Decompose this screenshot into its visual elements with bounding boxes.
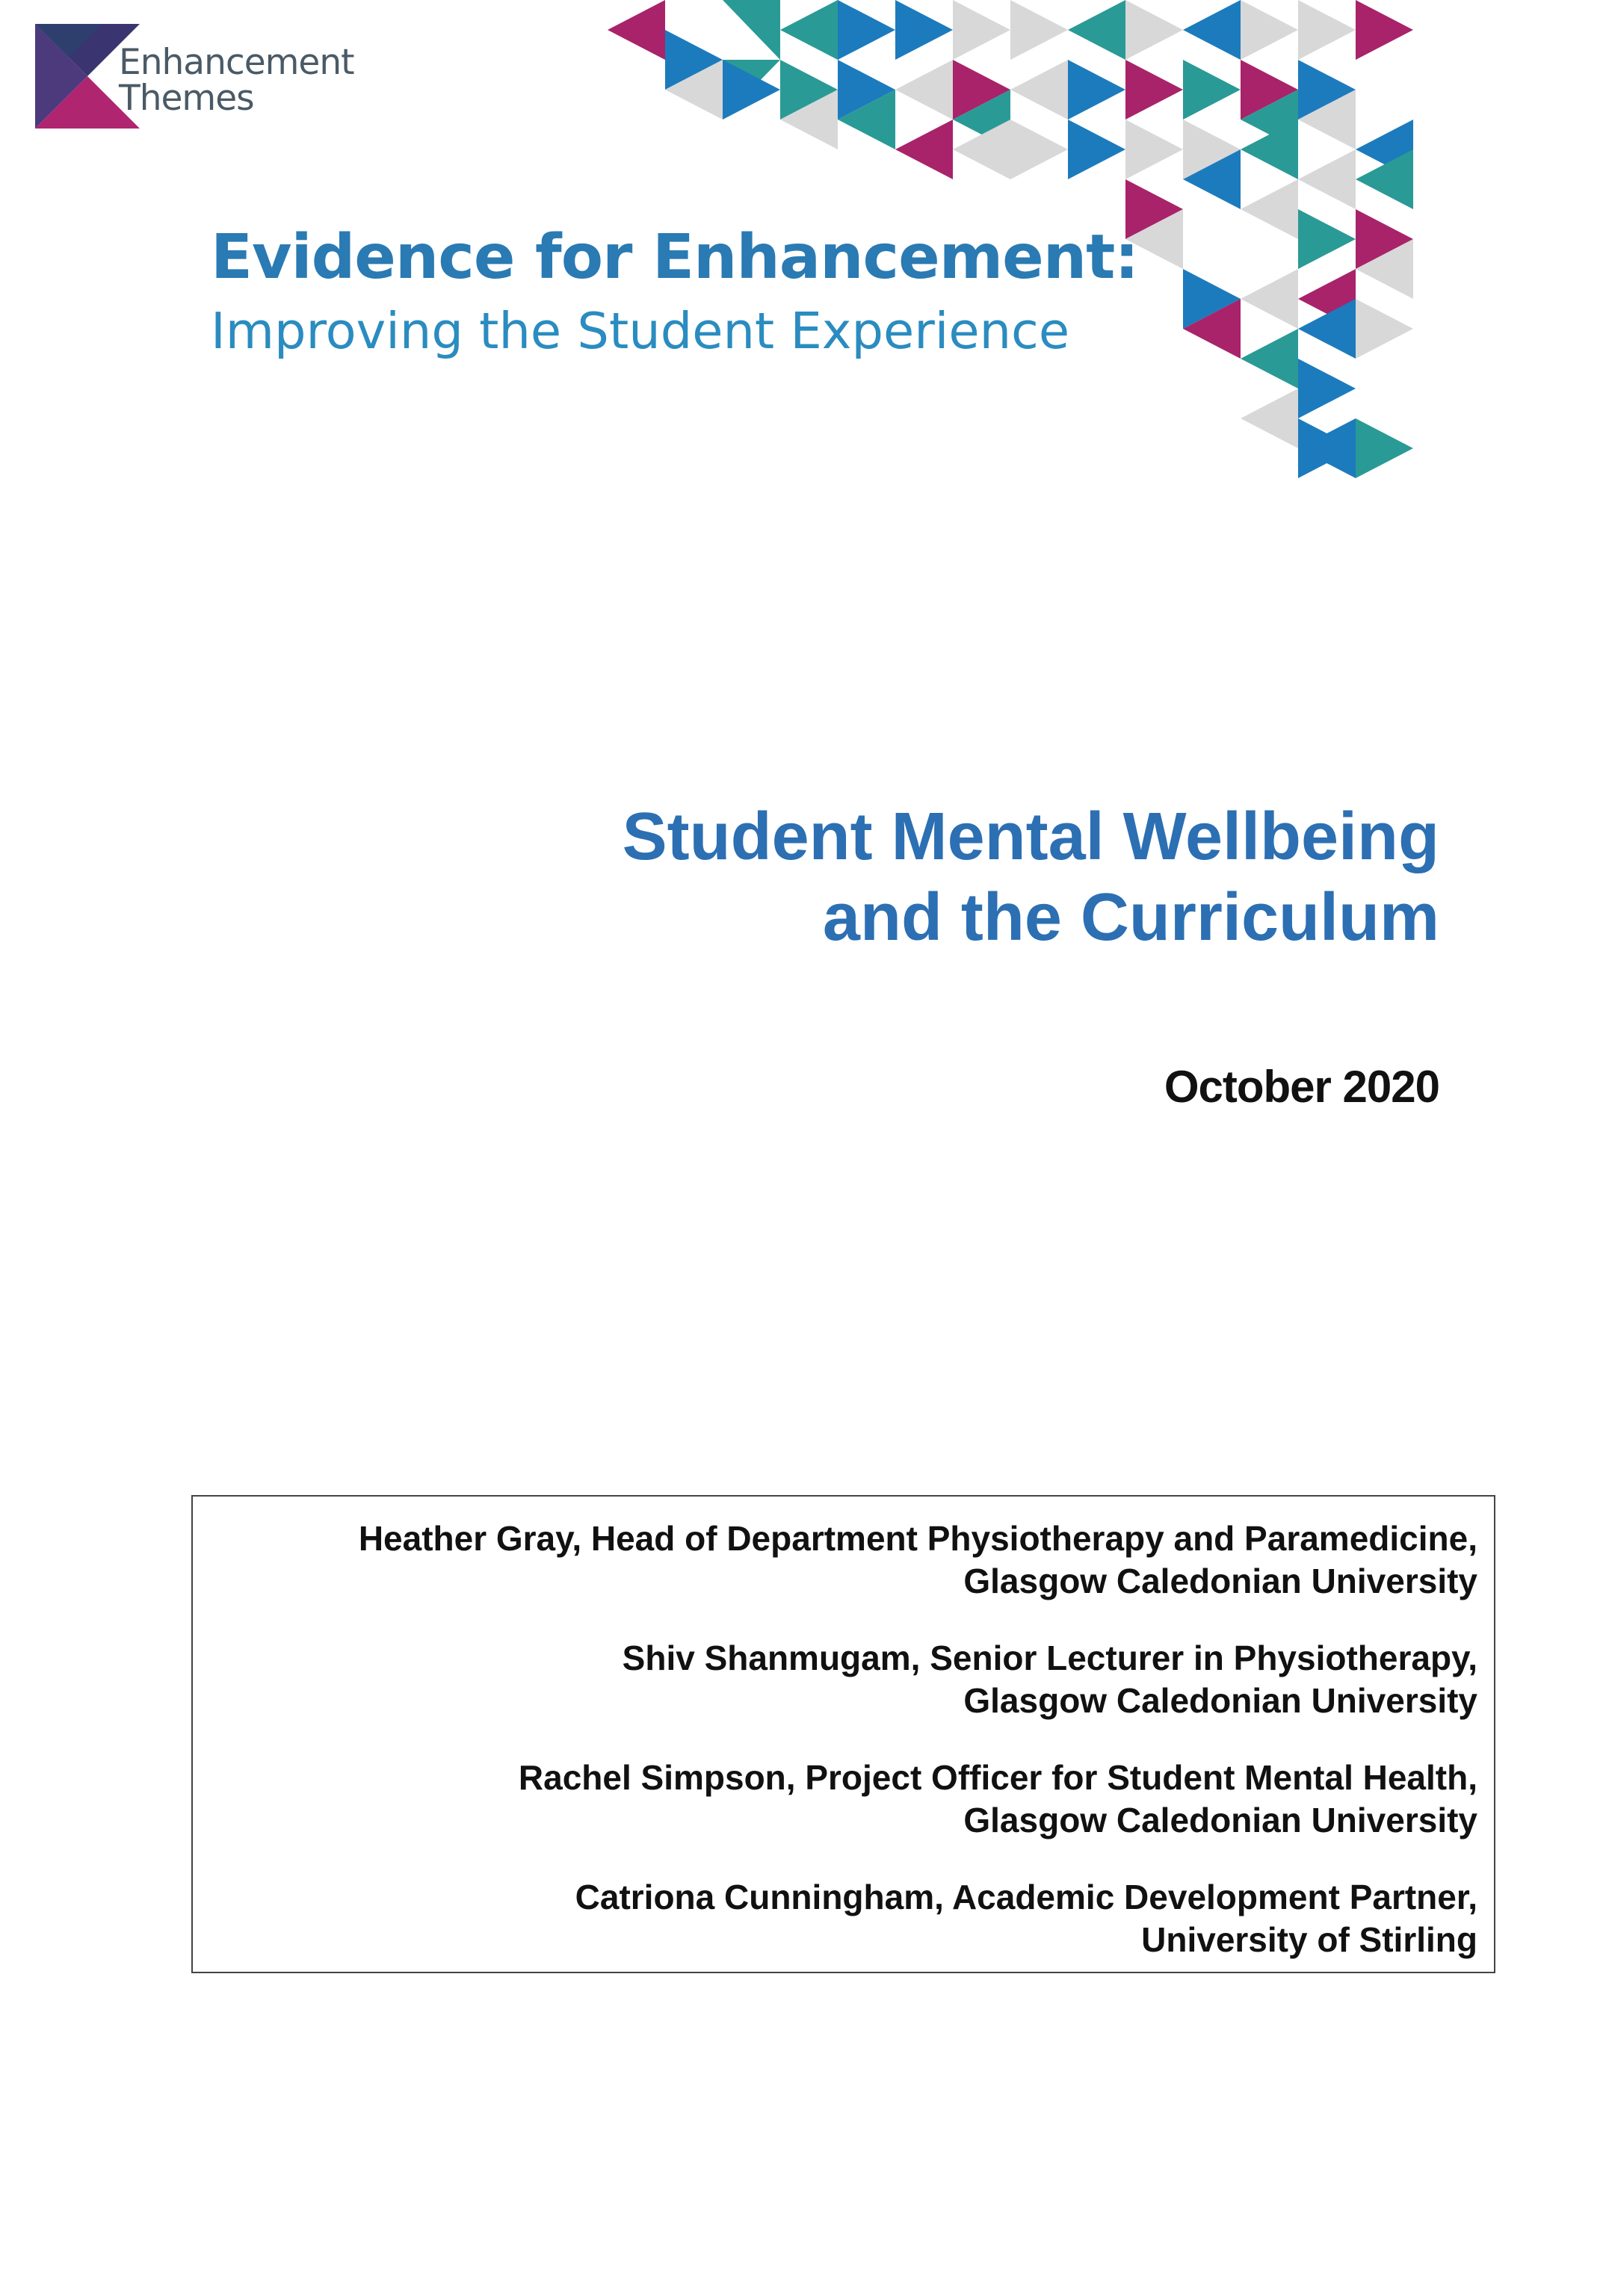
author-institution: University of Stirling [1141, 1920, 1477, 1959]
document-title-line1: Student Mental Wellbeing [622, 799, 1439, 874]
logo-text-line1: Enhancement [119, 42, 354, 83]
authors-box [191, 1495, 1495, 1973]
document-title-line2: and the Curriculum [822, 880, 1439, 955]
document-title [623, 796, 1439, 958]
author-institution: Glasgow Caledonian University [963, 1681, 1477, 1720]
document-date: October 2020 [1164, 1062, 1439, 1112]
author-entry [359, 1517, 1477, 1603]
author-entry [623, 1637, 1477, 1722]
author-entry [519, 1757, 1477, 1842]
author-name-role: Catriona Cunningham, Academic Development Partner, [575, 1878, 1477, 1916]
banner-title: Evidence for Enhancement: [211, 222, 1139, 293]
banner-subtitle: Improving the Student Experience [211, 302, 1070, 360]
author-institution: Glasgow Caledonian University [963, 1562, 1477, 1600]
author-name-role: Shiv Shanmugam, Senior Lecturer in Physiotherapy, [622, 1639, 1477, 1677]
author-entry [575, 1876, 1477, 1961]
logo-text-line2: Themes [119, 78, 254, 119]
author-name-role: Rachel Simpson, Project Officer for Student Mental Health, [518, 1758, 1477, 1797]
author-name-role: Heather Gray, Head of Department Physiotherapy and Paramedicine, [358, 1519, 1477, 1558]
author-institution: Glasgow Caledonian University [963, 1801, 1477, 1839]
